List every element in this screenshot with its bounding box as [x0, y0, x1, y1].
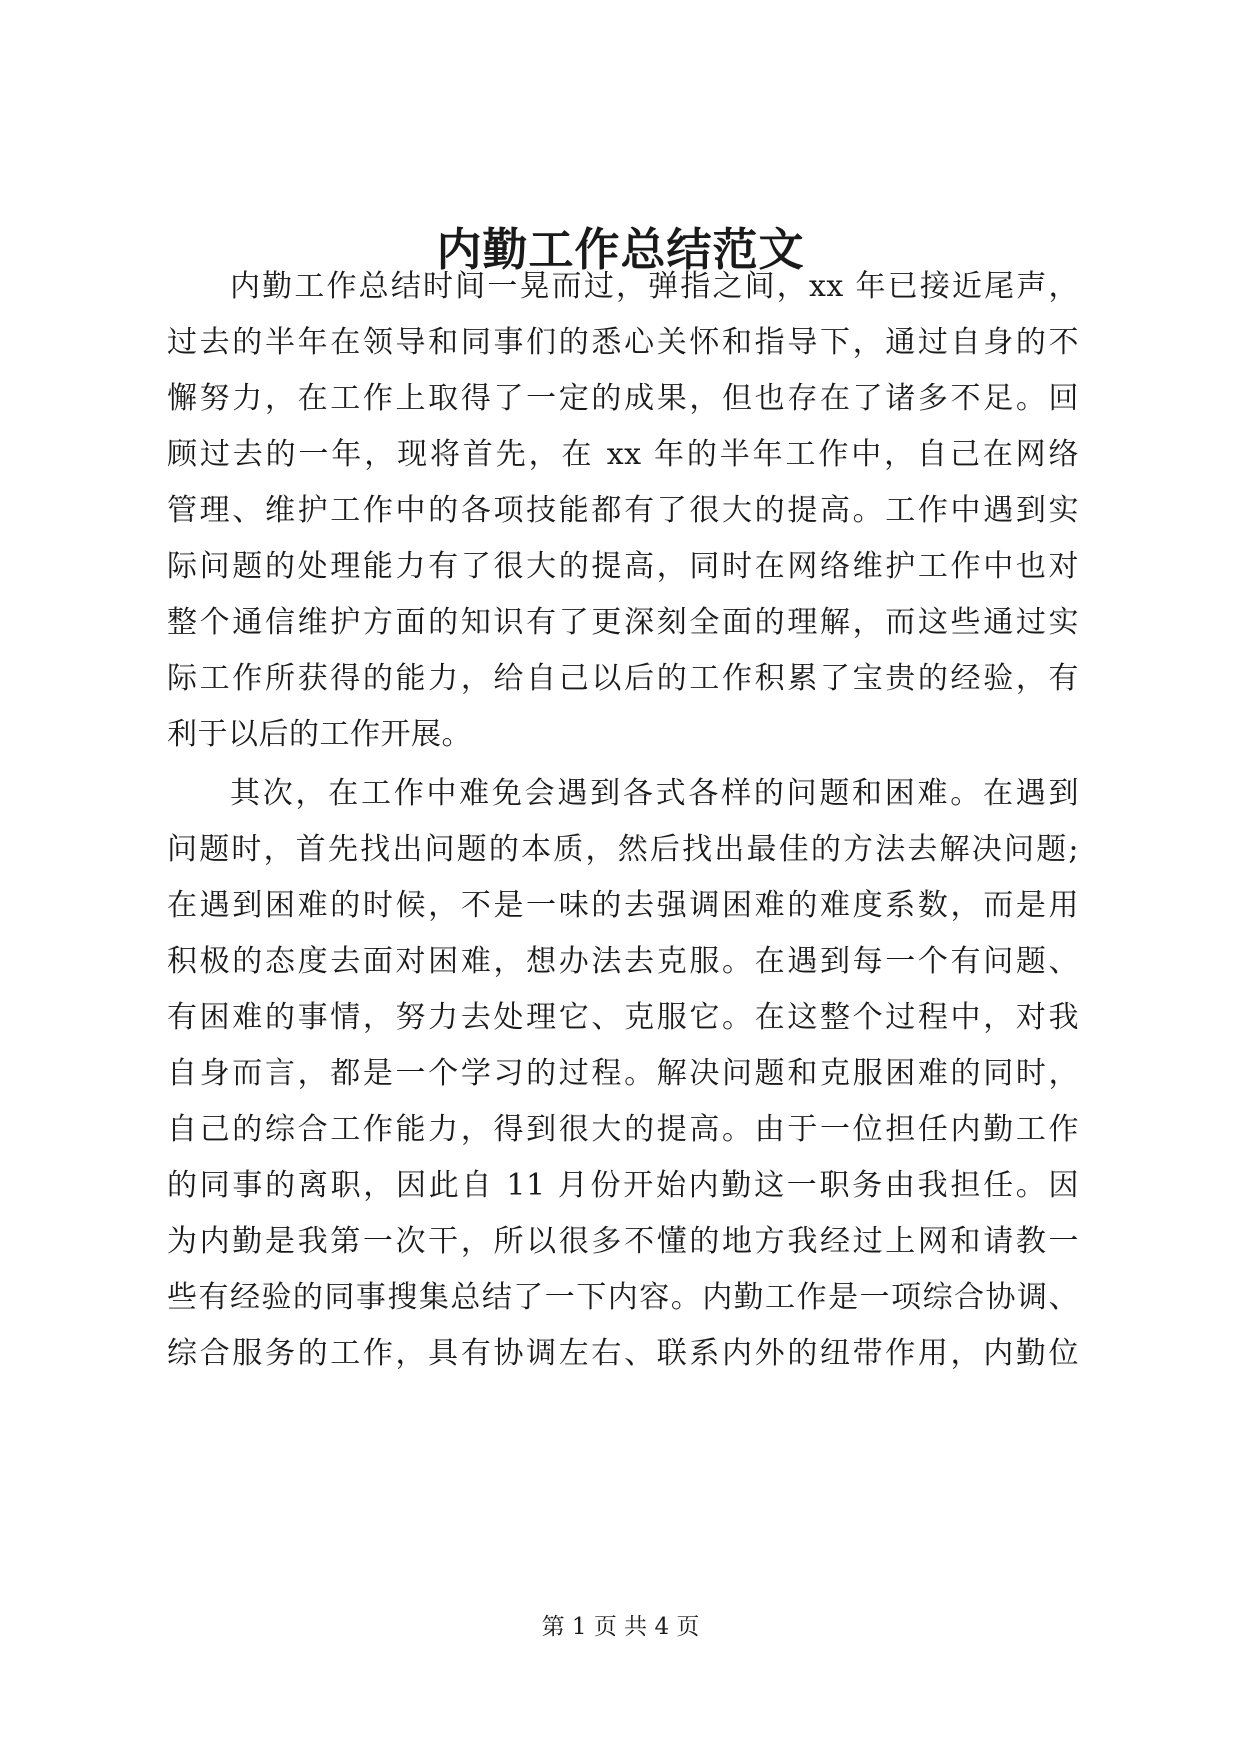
paragraph-line: 际问题的处理能力有了很大的提高，同时在网络维护工作中也对 [167, 549, 1079, 584]
paragraph-line: 际工作所获得的能力，给自己以后的工作积累了宝贵的经验，有 [167, 661, 1079, 696]
paragraph-line: 内勤工作总结时间一晃而过，弹指之间，xx 年已接近尾声， [230, 269, 1079, 304]
page-number-footer: 第 1 页 共 4 页 [541, 1614, 700, 1640]
paragraph-line: 在遇到困难的时候，不是一味的去强调困难的难度系数，而是用 [167, 888, 1079, 923]
paragraph-line: 管理、维护工作中的各项技能都有了很大的提高。工作中遇到实 [167, 493, 1079, 528]
paragraph-line: 懈努力，在工作上取得了一定的成果，但也存在了诸多不足。回 [167, 381, 1079, 416]
paragraph-line: 自身而言，都是一个学习的过程。解决问题和克服困难的同时， [167, 1056, 1079, 1091]
paragraph-line: 顾过去的一年，现将首先，在 xx 年的半年工作中，自己在网络 [167, 437, 1079, 472]
paragraph-line: 其次，在工作中难免会遇到各式各样的问题和困难。在遇到 [230, 776, 1079, 811]
document-title: 内勤工作总结范文 [436, 223, 805, 276]
paragraph-line: 综合服务的工作，具有协调左右、联系内外的纽带作用，内勤位 [167, 1336, 1079, 1371]
paragraph-line: 过去的半年在领导和同事们的悉心关怀和指导下，通过自身的不 [167, 325, 1079, 360]
paragraph-line: 有困难的事情，努力去处理它、克服它。在这整个过程中，对我 [167, 1000, 1079, 1035]
paragraph-line: 利于以后的工作开展。 [167, 717, 472, 752]
paragraph-line: 些有经验的同事搜集总结了一下内容。内勤工作是一项综合协调、 [167, 1280, 1079, 1315]
paragraph-line: 整个通信维护方面的知识有了更深刻全面的理解，而这些通过实 [167, 605, 1079, 640]
paragraph-line: 积极的态度去面对困难，想办法去克服。在遇到每一个有问题、 [167, 944, 1079, 979]
paragraph-line: 的同事的离职，因此自 11 月份开始内勤这一职务由我担任。因 [167, 1168, 1079, 1203]
paragraph-line: 自己的综合工作能力，得到很大的提高。由于一位担任内勤工作 [167, 1112, 1079, 1147]
paragraph-line: 为内勤是我第一次干，所以很多不懂的地方我经过上网和请教一 [167, 1224, 1079, 1259]
paragraph-line: 问题时，首先找出问题的本质，然后找出最佳的方法去解决问题; [167, 832, 1079, 867]
